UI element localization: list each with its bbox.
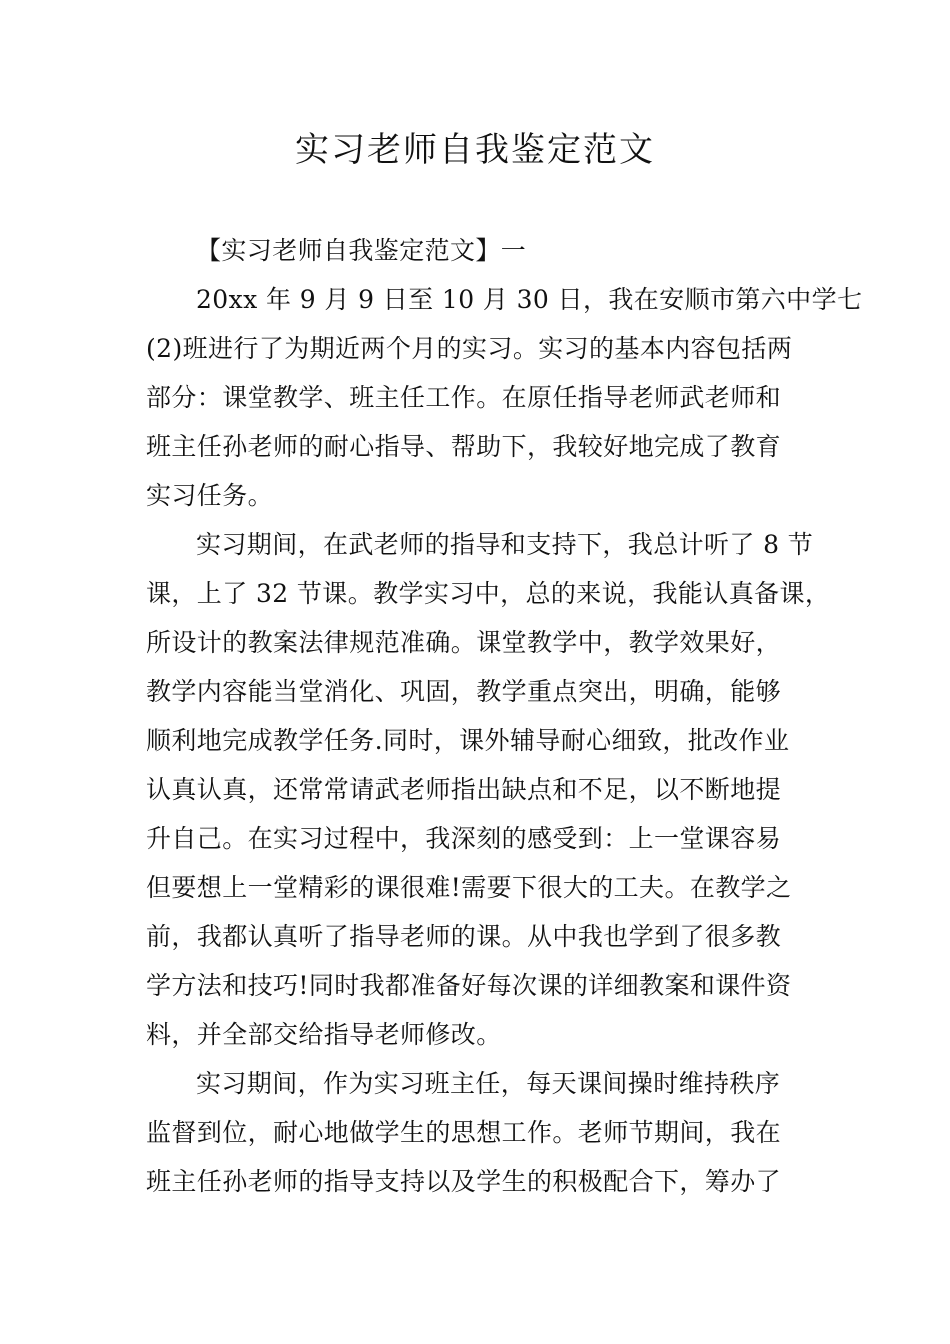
paragraph-1-line-5: 实习任务。	[146, 481, 274, 510]
paragraph-3-line-3: 班主任孙老师的指导支持以及学生的积极配合下，筹办了	[146, 1167, 782, 1196]
document-body	[146, 226, 863, 1206]
paragraph-1-line-1: 20xx 年 9 月 9 日至 10 月 30 日，我在安顺市第六中学七	[196, 285, 863, 314]
paragraph-2-line-8: 但要想上一堂精彩的课很难!需要下很大的工夫。在教学之	[146, 873, 792, 902]
paragraph-2-line-7: 升自己。在实习过程中，我深刻的感受到：上一堂课容易	[146, 824, 782, 853]
paragraph-2-line-3: 所设计的教案法律规范准确。课堂教学中，教学效果好，	[146, 628, 782, 657]
paragraph-2-line-5: 顺利地完成教学任务.同时，课外辅导耐心细致，批改作业	[146, 726, 790, 755]
paragraph-2-line-4: 教学内容能当堂消化、巩固，教学重点突出，明确，能够	[146, 677, 782, 706]
paragraph-1-line-2: (2)班进行了为期近两个月的实习。实习的基本内容包括两	[146, 334, 793, 363]
paragraph-2-line-11: 料，并全部交给指导老师修改。	[146, 1020, 502, 1049]
paragraph-2-line-1: 实习期间，在武老师的指导和支持下，我总计听了 8 节	[196, 530, 814, 559]
paragraph-3-line-1: 实习期间，作为实习班主任，每天课间操时维持秩序	[196, 1069, 781, 1098]
section-heading: 【实习老师自我鉴定范文】一	[196, 236, 527, 265]
paragraph-2-line-2: 课，上了 32 节课。教学实习中，总的来说，我能认真备课，	[146, 579, 831, 608]
paragraph-1-line-3: 部分：课堂教学、班主任工作。在原任指导老师武老师和	[146, 383, 782, 412]
document-title: 实习老师自我鉴定范文	[295, 130, 655, 170]
paragraph-2-line-6: 认真认真，还常常请武老师指出缺点和不足，以不断地提	[146, 775, 782, 804]
paragraph-1-line-4: 班主任孙老师的耐心指导、帮助下，我较好地完成了教育	[146, 432, 782, 461]
paragraph-2-line-9: 前，我都认真听了指导老师的课。从中我也学到了很多教	[146, 922, 782, 951]
paragraph-3-line-2: 监督到位，耐心地做学生的思想工作。老师节期间，我在	[146, 1118, 782, 1147]
paragraph-2-line-10: 学方法和技巧!同时我都准备好每次课的详细教案和课件资	[146, 971, 792, 1000]
